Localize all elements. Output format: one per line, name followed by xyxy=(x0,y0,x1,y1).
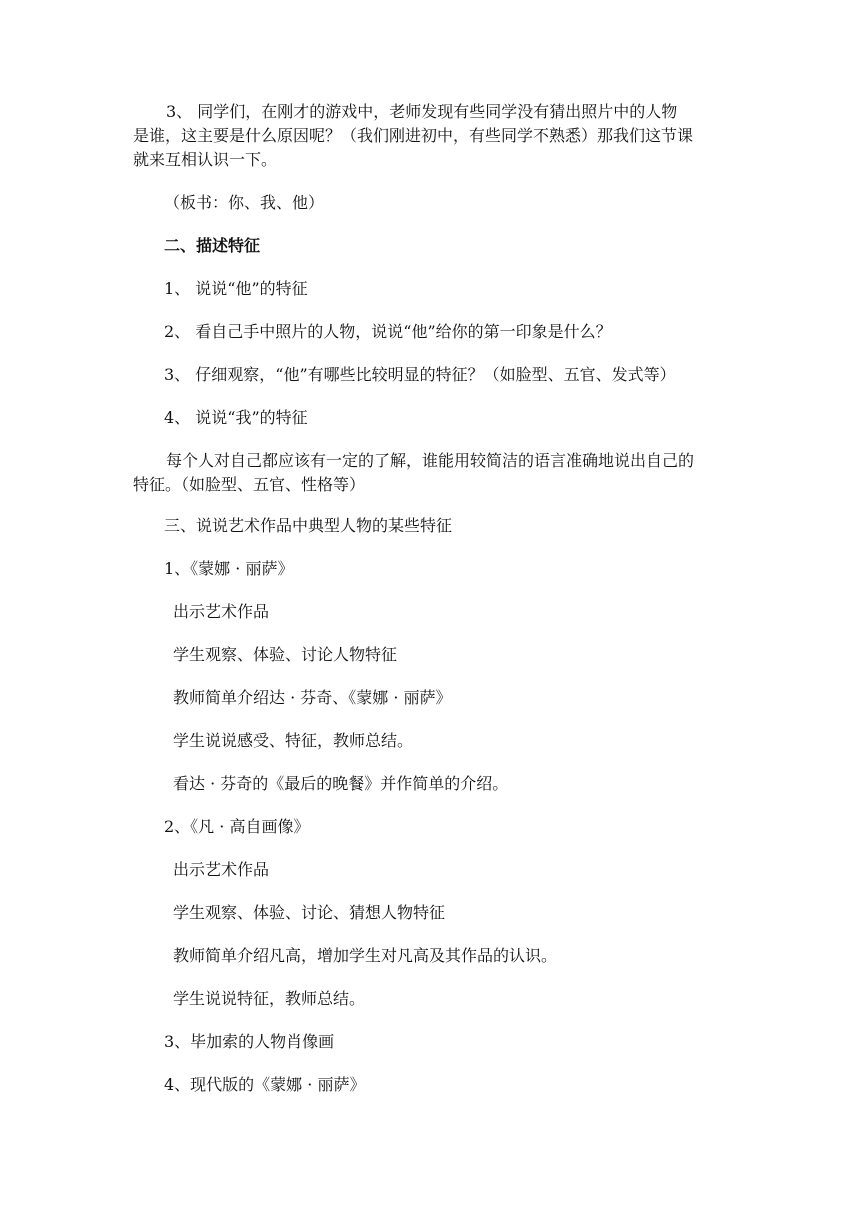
paragraph-self-line-1: 每个人对自己都应该有一定的了解，谁能用较简洁的语言准确地说出自己的 xyxy=(166,451,695,470)
board-note: （板书：你、我、他） xyxy=(164,193,325,212)
section-3-item-2-step-b: 学生观察、体验、讨论、猜想人物特征 xyxy=(173,903,446,922)
section-3-item-2-step-a: 出示艺术作品 xyxy=(173,860,270,879)
section-2-item-1: 1、 说说“他”的特征 xyxy=(164,279,308,298)
section-2-heading: 二、描述特征 xyxy=(164,236,261,255)
section-3-item-1-step-e: 看达 · 芬奇的《最后的晚餐》并作简单的介绍。 xyxy=(173,774,509,793)
paragraph-intro-line-2: 是谁，这主要是什么原因呢？（我们刚进初中，有些同学不熟悉）那我们这节课 xyxy=(133,126,694,145)
section-2-item-4: 4、 说说“我”的特征 xyxy=(164,408,308,427)
section-3-item-1-step-b: 学生观察、体验、讨论人物特征 xyxy=(173,645,398,664)
section-3-heading: 三、说说艺术作品中典型人物的某些特征 xyxy=(164,516,453,535)
paragraph-intro xyxy=(133,100,733,172)
section-3-item-1-step-c: 教师简单介绍达 · 芬奇、《蒙娜 · 丽萨》 xyxy=(173,688,452,707)
section-3-item-1: 1、《蒙娜 · 丽萨》 xyxy=(164,559,294,578)
section-3-item-2-step-c: 教师简单介绍凡高，增加学生对凡高及其作品的认识。 xyxy=(173,946,558,965)
section-2-item-2: 2、 看自己手中照片的人物，说说“他”给你的第一印象是什么？ xyxy=(164,322,612,341)
section-2-item-3: 3、 仔细观察，“他”有哪些比较明显的特征？（如脸型、五官、发式等） xyxy=(164,365,676,384)
section-3-item-1-step-d: 学生说说感受、特征，教师总结。 xyxy=(173,731,414,750)
section-3-item-1-step-a: 出示艺术作品 xyxy=(173,602,270,621)
paragraph-self xyxy=(133,449,733,497)
section-3-item-2-step-d: 学生说说特征，教师总结。 xyxy=(173,989,366,1008)
section-3-item-2: 2、《凡 · 高自画像》 xyxy=(164,817,310,836)
paragraph-intro-line-1: 3、 同学们，在刚才的游戏中，老师发现有些同学没有猜出照片中的人物 xyxy=(166,102,678,121)
section-3-item-4: 4、现代版的《蒙娜 · 丽萨》 xyxy=(164,1075,366,1094)
paragraph-intro-line-3: 就来互相认识一下。 xyxy=(133,150,278,169)
paragraph-self-line-2: 特征。（如脸型、五官、性格等） xyxy=(133,475,366,494)
section-3-item-3: 3、毕加索的人物肖像画 xyxy=(164,1032,335,1051)
